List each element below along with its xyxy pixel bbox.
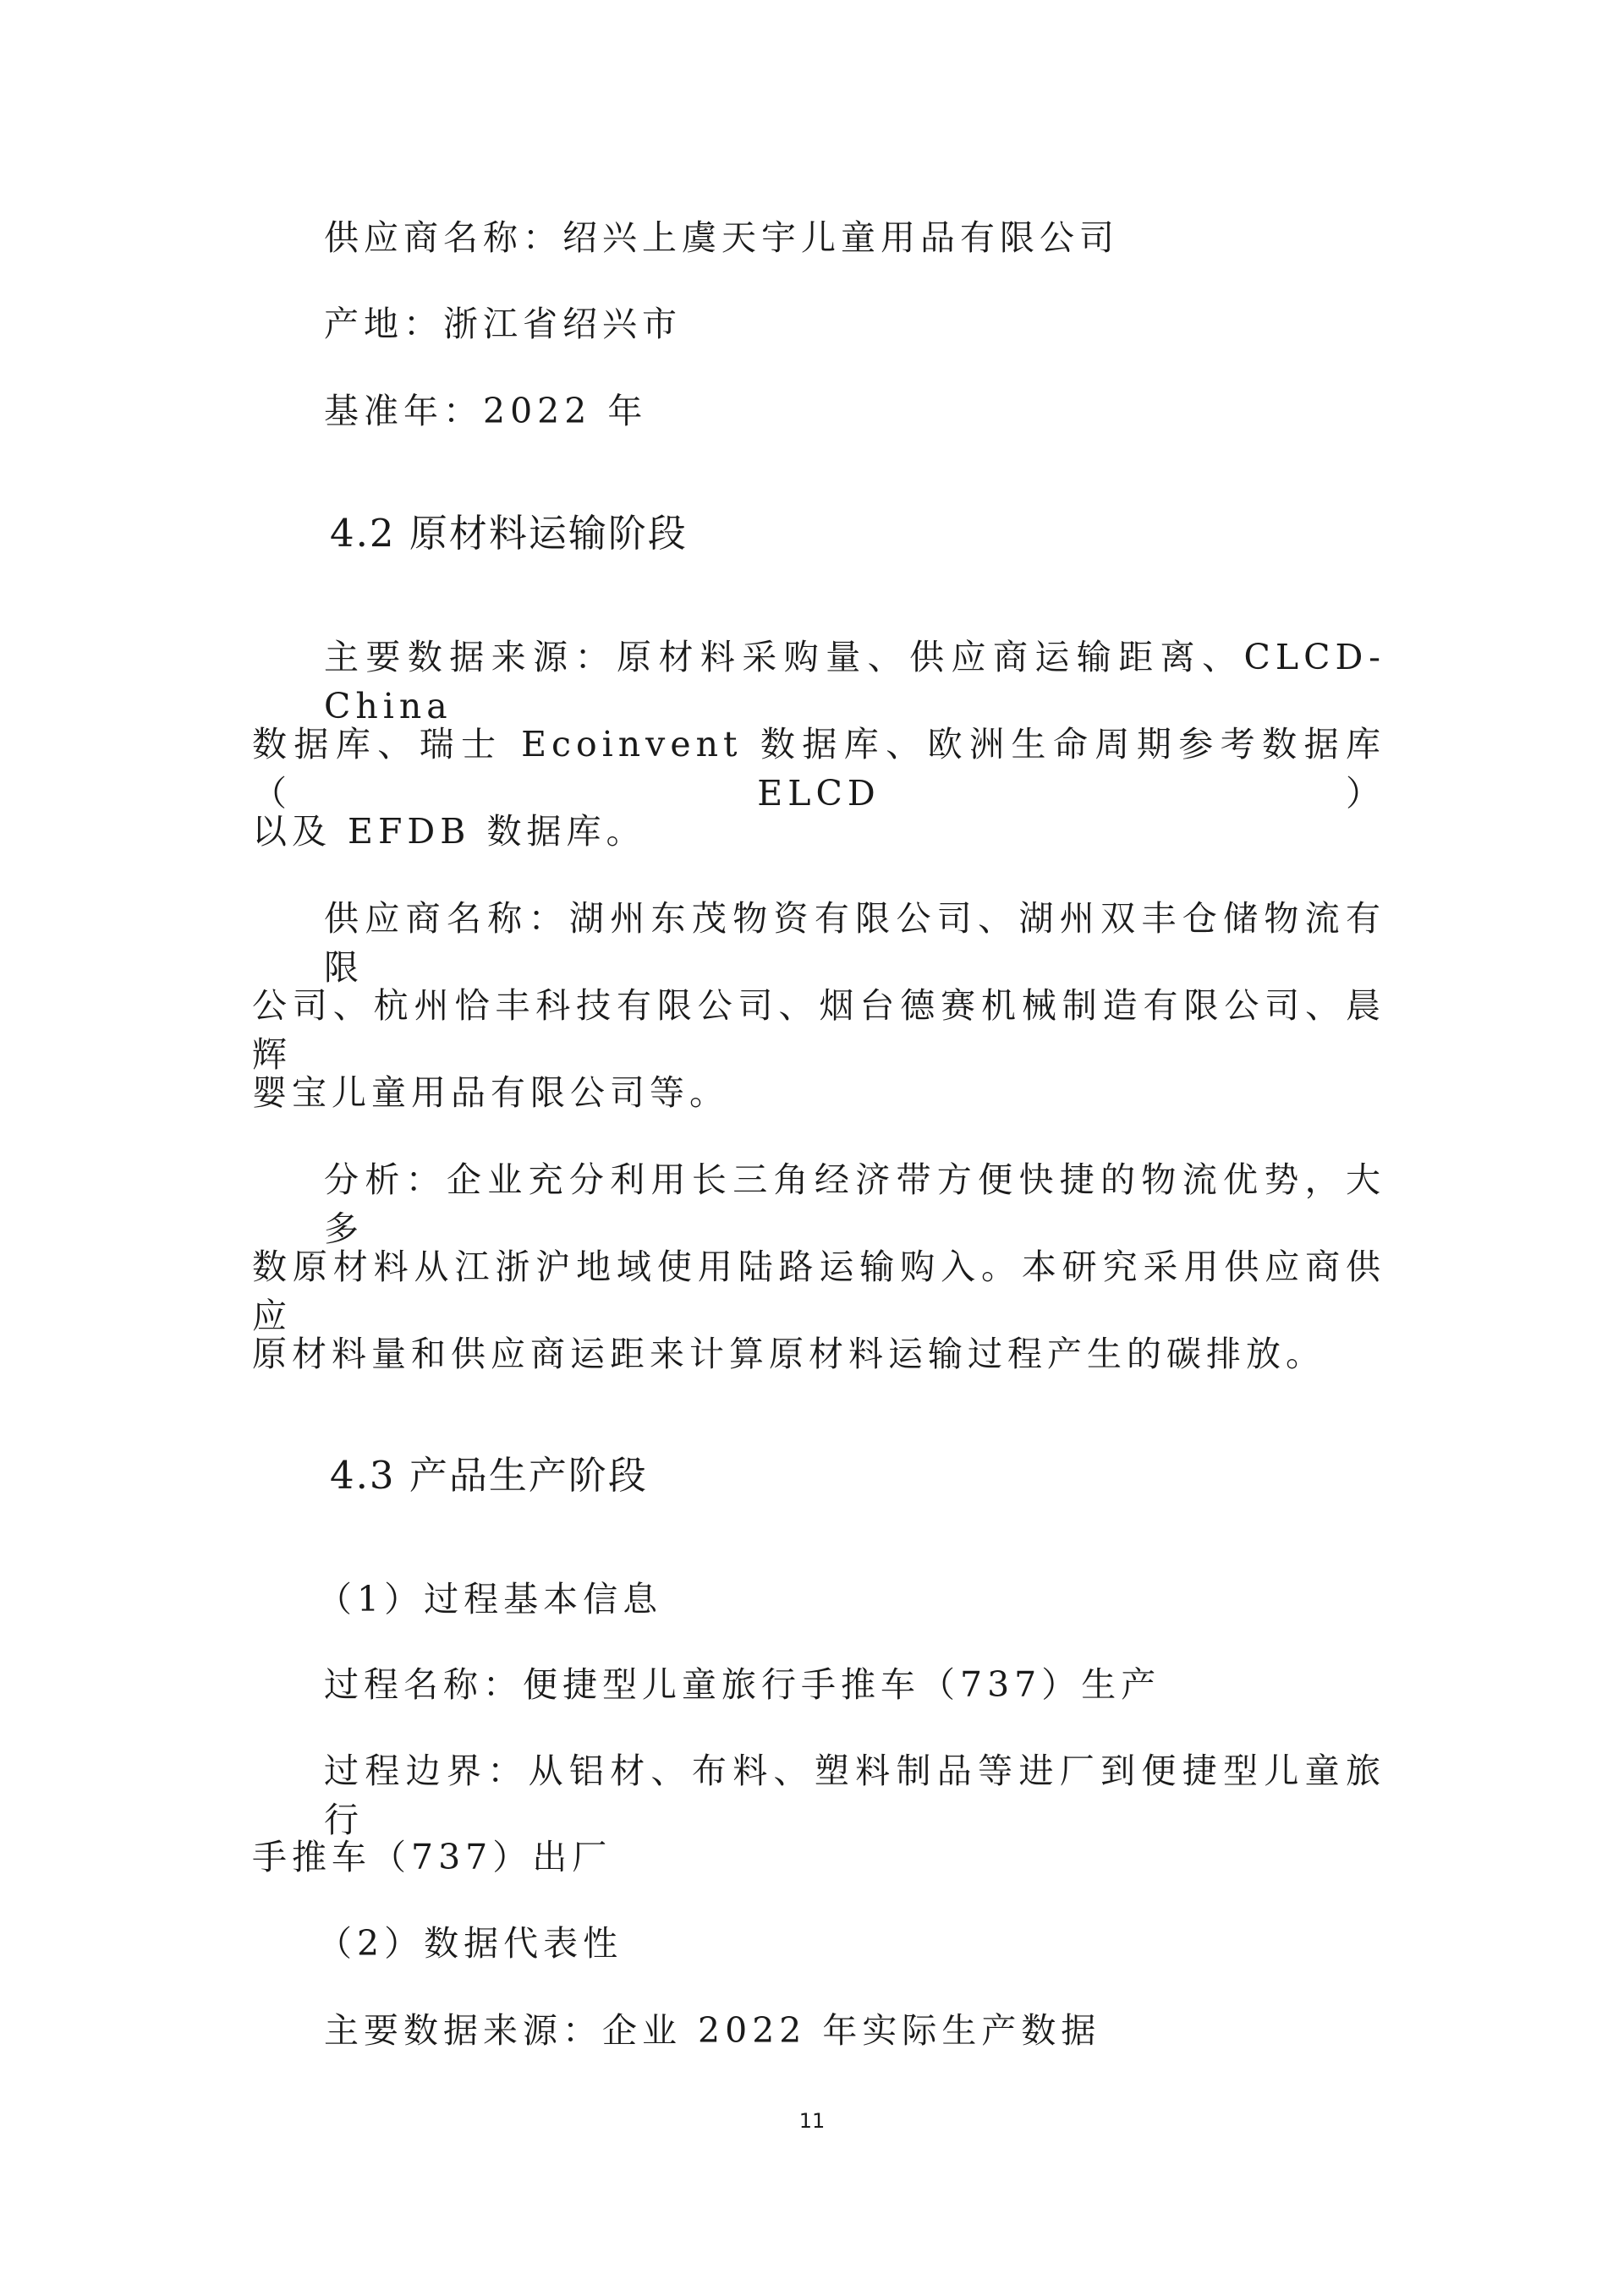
data-source-line-1: 主要数据来源：原材料采购量、供应商运输距离、CLCD-China xyxy=(324,637,1385,726)
process-boundary-line-2: 手推车（737）出厂 xyxy=(252,1837,612,1877)
subheading-data-representativeness: （2）数据代表性 xyxy=(317,1923,623,1964)
analysis-line-2: 数原材料从江浙沪地域使用陆路运输购入。本研究采用供应商供应 xyxy=(252,1247,1385,1336)
analysis-line-1: 分析：企业充分利用长三角经济带方便快捷的物流优势，大多 xyxy=(324,1159,1385,1249)
page-number: 11 xyxy=(798,2109,826,2133)
supplier-list-line-3: 婴宝儿童用品有限公司等。 xyxy=(252,1072,729,1113)
base-year-line: 基准年：2022 年 xyxy=(324,391,648,431)
analysis-line-3: 原材料量和供应商运距来计算原材料运输过程产生的碳排放。 xyxy=(252,1334,1325,1374)
data-source-line-2: 数据库、瑞士 Ecoinvent 数据库、欧洲生命周期参考数据库（ELCD） xyxy=(252,724,1385,814)
supplier-list-line-1: 供应商名称：湖州东茂物资有限公司、湖州双丰仓储物流有限 xyxy=(324,898,1385,988)
origin-line: 产地：浙江省绍兴市 xyxy=(324,304,682,344)
subheading-process-info: （1）过程基本信息 xyxy=(317,1579,663,1619)
supplier-list-line-2: 公司、杭州恰丰科技有限公司、烟台德赛机械制造有限公司、晨辉 xyxy=(252,985,1385,1075)
section-heading-4-3: 4.3 产品生产阶段 xyxy=(330,1453,648,1498)
supplier-line: 供应商名称：绍兴上虞天宇儿童用品有限公司 xyxy=(324,217,1119,258)
data-source-line-3: 以及 EFDB 数据库。 xyxy=(252,811,646,852)
section-heading-4-2: 4.2 原材料运输阶段 xyxy=(330,511,688,556)
process-boundary-line-1: 过程边界：从铝材、布料、塑料制品等进厂到便捷型儿童旅行 xyxy=(324,1751,1385,1840)
production-data-source-line: 主要数据来源：企业 2022 年实际生产数据 xyxy=(324,2010,1101,2051)
process-name-line: 过程名称：便捷型儿童旅行手推车（737）生产 xyxy=(324,1664,1161,1705)
